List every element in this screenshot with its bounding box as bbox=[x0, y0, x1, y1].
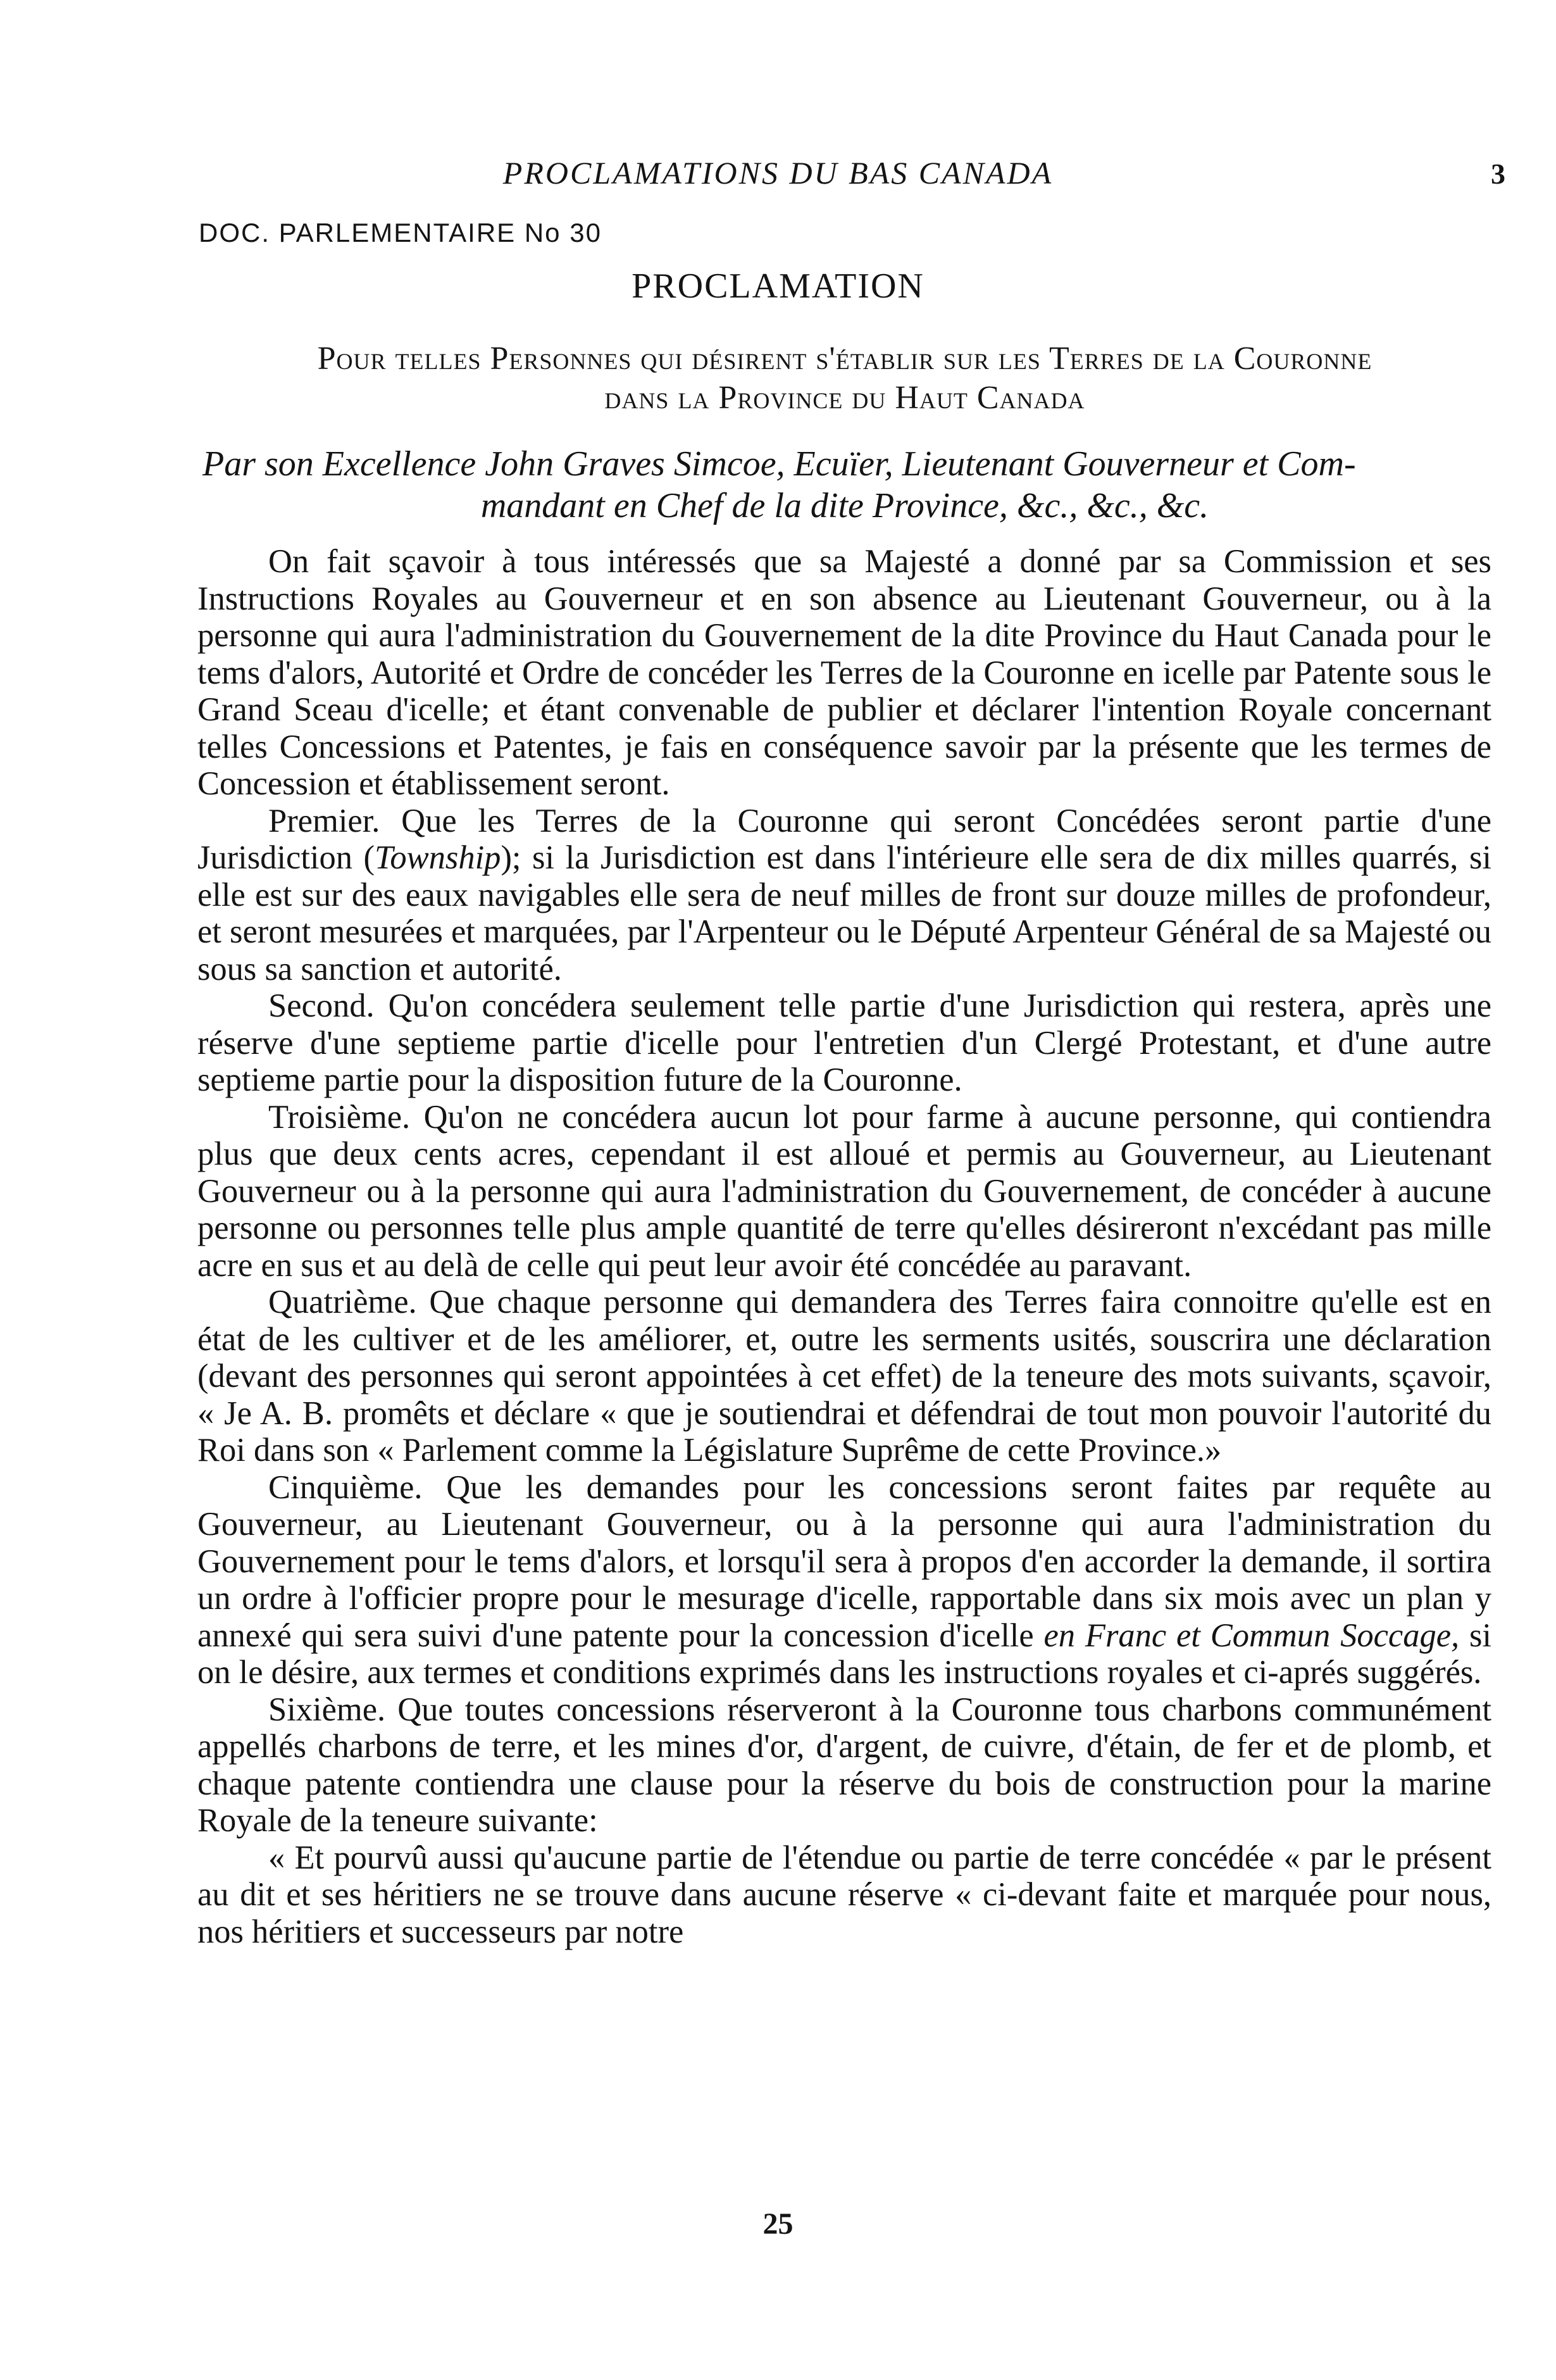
article-text: Qu'on ne concédera aucun lot pour farme à aucune personne, qui contiendra plus que deux cents acres, cependant il est alloué et permis au Gouverneur, au Lieutenant Gouverneur ou à la personne qui aura l'administration du Gouvernement, de concéder à aucune personne ou personnes telle plus ample quantité de terre qu'elles désireront n'excédant pas mille acre en sus et au delà de celle qui peut leur avoir été concédée au paravant. bbox=[197, 1098, 1491, 1284]
byline-line-1: Par son Excellence John Graves Simcoe, Ecuïer, Lieutenant Gouverneur et Com- bbox=[202, 444, 1356, 484]
article-label: Sixième. bbox=[268, 1691, 386, 1728]
paragraph-premier bbox=[197, 803, 1491, 988]
running-title: PROCLAMATIONS DU BAS CANADA bbox=[502, 155, 1054, 191]
paragraph-quatrieme bbox=[197, 1284, 1491, 1469]
article-italic: en Franc et Commun Soccage, bbox=[1043, 1617, 1460, 1654]
article-italic: Township bbox=[375, 839, 501, 876]
paragraph-troisieme bbox=[197, 1099, 1491, 1284]
article-text: si on le désire, aux termes et conditions exprimés dans les instructions royales et ci-aprés suggérés. bbox=[197, 1617, 1491, 1691]
byline-line-2: mandant en Chef de la dite Province, &c., &c., &c. bbox=[480, 486, 1209, 525]
article-text: Que chaque personne qui demandera des Terres faira connoitre qu'elle est en état de les cultiver et de les améliorer, et, outre les serments usités, souscrira une déclaration (devant des personnes qui seront appointées à cet effet) de la teneure des mots suivants, sçavoir, « Je A. B. promêts et déclare « que je soutiendrai et défendrai de tout mon pouvoir l'autorité du Roi dans son « Parlement comme la Législature Suprême de cette Province.» bbox=[197, 1284, 1491, 1469]
subheading-line-2: dans la Province du Haut Canada bbox=[604, 380, 1085, 416]
paragraph-cinquieme bbox=[197, 1469, 1491, 1691]
body-text bbox=[197, 543, 1491, 1950]
document-label: DOC. PARLEMENTAIRE No 30 bbox=[199, 218, 602, 247]
article-label: Quatrième. bbox=[268, 1284, 417, 1320]
page-number: 3 bbox=[1491, 158, 1505, 190]
proclamation-title: PROCLAMATION bbox=[632, 266, 924, 306]
proclamation-subheading bbox=[202, 339, 1487, 418]
paragraph-sixieme bbox=[197, 1691, 1491, 1839]
subheading-line-1: Pour telles Personnes qui désirent s'établir sur les Terres de la Couronne bbox=[317, 341, 1372, 377]
folio-number: 25 bbox=[762, 2207, 794, 2241]
article-text: Qu'on concédera seulement telle partie d'une Jurisdiction qui restera, après une réserve d'une septieme partie d'icelle pour l'entretien d'un Clergé Protestant, et d'une autre septieme partie pour la disposition future de la Couronne. bbox=[197, 987, 1491, 1098]
paragraph-second bbox=[197, 987, 1491, 1099]
paragraph-quotation: « Et pourvû aussi qu'aucune partie de l'étendue ou partie de terre concédée « par le présent au dit et ses héritiers ne se trouve dans aucune réserve « ci-devant faite et marquée pour nous, nos héritiers et successeurs par notre bbox=[197, 1839, 1491, 1950]
article-text: ); si la Jurisdiction est dans l'intérieure elle sera de dix milles quarrés, si elle est sur des eaux navigables elle sera de neuf milles de front sur douze milles de profondeur, et seront mesurées et marquées, par l'Arpenteur ou le Député Arpenteur Général de sa Majesté ou sous sa sanction et autorité. bbox=[197, 839, 1491, 987]
article-label: Troisième. bbox=[268, 1098, 411, 1136]
article-label: Second. bbox=[268, 987, 375, 1024]
article-text: Que les Terres de la Couronne qui seront Concédées seront partie d'une Jurisdiction ( bbox=[197, 802, 1491, 876]
article-text: Que toutes concessions réserveront à la Couronne tous charbons communément appellés charbons de terre, et les mines d'or, d'argent, de cuivre, d'étain, de fer et de plomb, et chaque patente contiendra une clause pour la réserve du bois de construction pour la marine Royale de la teneure suivante: bbox=[197, 1691, 1491, 1839]
article-label: Cinquième. bbox=[268, 1469, 423, 1506]
proclamation-byline bbox=[202, 443, 1487, 527]
article-text: Que les demandes pour les concessions seront faites par requête au Gouverneur, au Lieutenant Gouverneur, ou à la personne qui aura l'administration du Gouvernement pour le tems d'alors, et lorsqu'il sera à propos d'en accorder la demande, il sortira un ordre à l'officier propre pour le mesurage d'icelle, rapportable dans six mois avec un plan y annexé qui sera suivi d'une patente pour la concession d'icelle bbox=[197, 1469, 1491, 1654]
article-label: Premier. bbox=[268, 802, 380, 839]
paragraph-intro: On fait sçavoir à tous intéressés que sa Majesté a donné par sa Commission et ses Instructions Royales au Gouverneur et en son absence au Lieutenant Gouverneur, ou à la personne qui aura l'administration du Gouvernement de la dite Province du Haut Canada pour le tems d'alors, Autorité et Ordre de concéder les Terres de la Couronne en icelle par Patente sous le Grand Sceau d'icelle; et étant convenable de publier et déclarer l'intention Royale concernant telles Concessions et Patentes, je fais en conséquence savoir par la présente que les termes de Concession et établissement seront. bbox=[197, 543, 1491, 802]
